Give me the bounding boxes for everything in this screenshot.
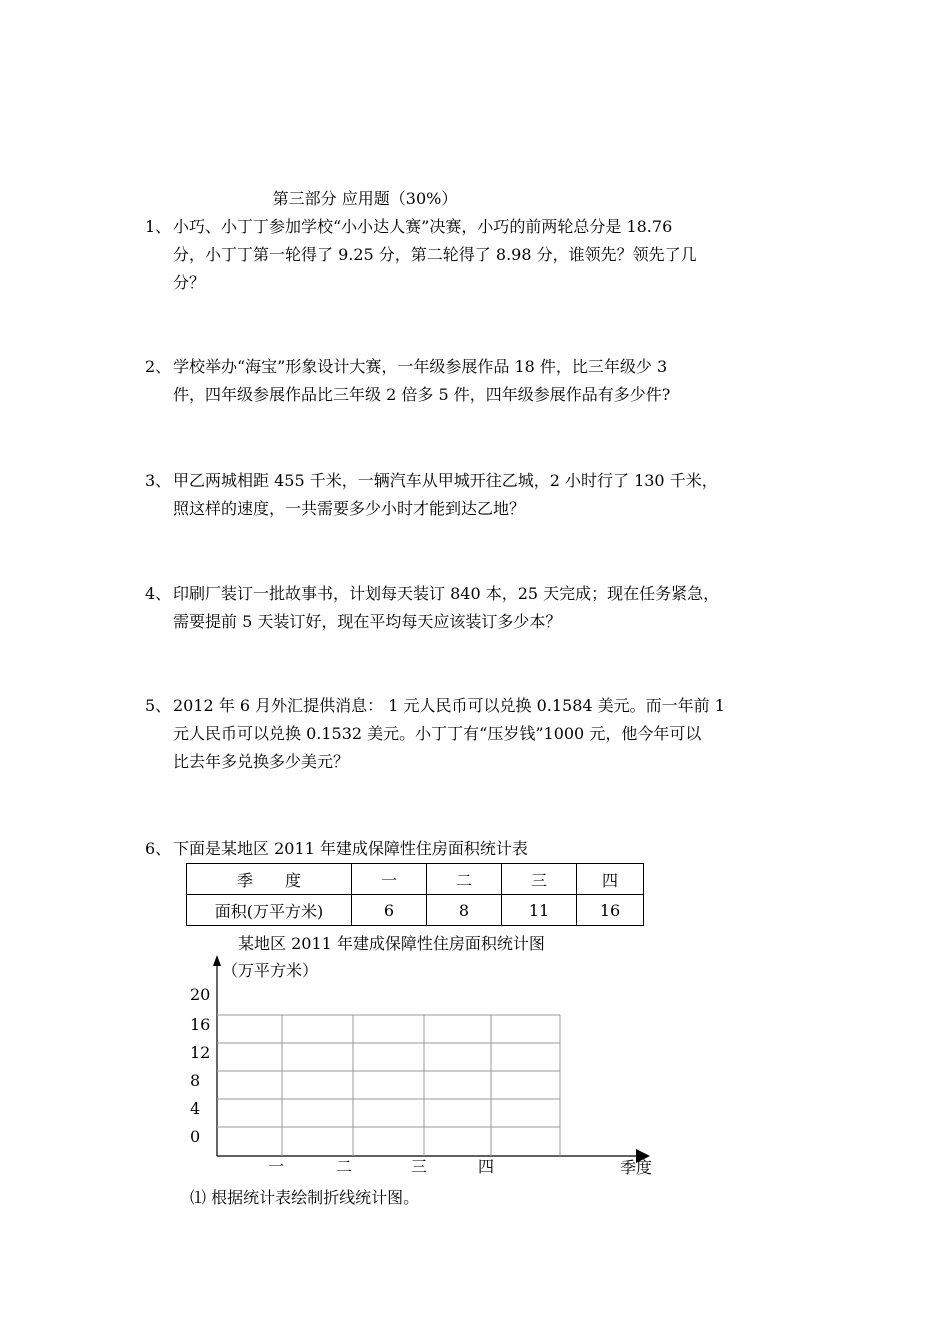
table-header-cell: 四 [577, 864, 644, 895]
question-number: 2、 [145, 357, 172, 376]
table-header-cell: 一 [352, 864, 427, 895]
x-axis-label: 季度 [620, 1158, 653, 1177]
table-header-cell: 二 [427, 864, 502, 895]
table-cell: 8 [427, 895, 502, 926]
question-number: 3、 [145, 471, 172, 490]
x-tick-label: 二 [336, 1157, 353, 1176]
y-axis-arrow [213, 955, 221, 966]
table-cell: 16 [577, 895, 644, 926]
question-line: 元人民币可以兑换 0.1532 美元。小丁丁有“压岁钱”1000 元，他今年可以 [173, 724, 702, 743]
table-header-cell: 季 度 [187, 864, 352, 895]
question-line: 件，四年级参展作品比三年级 2 倍多 5 件，四年级参展作品有多少件? [173, 385, 671, 404]
instruction-note: ⑴ 根据统计表绘制折线统计图。 [190, 1188, 420, 1207]
question-line: 下面是某地区 2011 年建成保障性住房面积统计表 [173, 839, 528, 858]
question-line: 需要提前 5 天装订好，现在平均每天应该装订多少本？ [173, 612, 562, 631]
question-line: 甲乙两城相距 455 千米，一辆汽车从甲城开往乙城，2 小时行了 130 千米， [173, 471, 718, 490]
table-cell: 面积(万平方米) [187, 895, 352, 926]
question-number: 4、 [145, 584, 172, 603]
y-tick-label: 16 [190, 1015, 211, 1034]
x-tick-label: 四 [478, 1157, 495, 1176]
question-line: 照这样的速度，一共需要多少小时才能到达乙地？ [173, 499, 526, 518]
table-cell: 11 [502, 895, 577, 926]
question-line: 比去年多兑换多少美元？ [173, 752, 350, 771]
x-tick-label: 一 [268, 1157, 285, 1176]
y-tick-label: 20 [190, 985, 211, 1004]
section-title: 第三部分 应用题（30%） [272, 189, 458, 208]
question-line: 分？ [173, 273, 206, 292]
y-axis-unit: （万平方米） [222, 961, 319, 980]
y-tick-label: 0 [190, 1127, 201, 1146]
question-number: 5、 [145, 696, 172, 715]
table-cell: 6 [352, 895, 427, 926]
question-line: 2012 年 6 月外汇提供消息： 1 元人民币可以兑换 0.1584 美元。而一年前 1 [173, 696, 725, 715]
chart-title: 某地区 2011 年建成保障性住房面积统计图 [238, 934, 545, 953]
y-tick-label: 12 [190, 1043, 211, 1062]
question-number: 1、 [145, 217, 172, 236]
y-tick-label: 8 [190, 1071, 201, 1090]
question-line: 分，小丁丁第一轮得了 9.25 分，第二轮得了 8.98 分，谁领先？领先了几 [173, 245, 697, 264]
x-tick-label: 三 [411, 1157, 428, 1176]
question-line: 学校举办“海宝”形象设计大赛，一年级参展作品 18 件，比三年级少 3 [173, 357, 668, 376]
question-line: 小巧、小丁丁参加学校“小小达人赛”决赛，小巧的前两轮总分是 18.76 [173, 217, 673, 236]
question-line: 印刷厂装订一批故事书，计划每天装订 840 本，25 天完成；现在任务紧急， [173, 584, 720, 603]
y-tick-label: 4 [190, 1099, 201, 1118]
grid-lines [217, 1015, 560, 1156]
table-header-cell: 三 [502, 864, 577, 895]
question-number: 6、 [145, 839, 172, 858]
